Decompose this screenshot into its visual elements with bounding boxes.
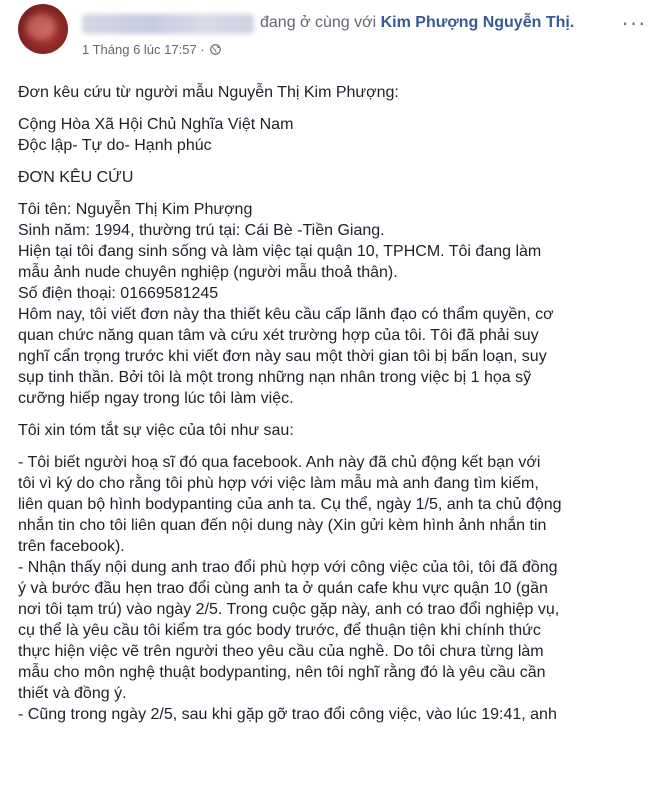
body-line: Tôi tên: Nguyễn Thị Kim Phượng (18, 201, 253, 218)
body-line: Số điện thoại: 01669581245 (18, 285, 219, 302)
post-timestamp[interactable] (82, 42, 221, 57)
header-line (260, 14, 574, 32)
body-line: Hiện tại tôi đang sinh sống và làm việc tại quận 10, TPHCM. Tôi đang làm (18, 243, 542, 260)
timestamp-text[interactable]: 1 Tháng 6 lúc 17:57 · (82, 42, 205, 57)
author-avatar[interactable] (18, 4, 68, 54)
body-line: quan chức năng quan tâm và cứu xét trường hợp của tôi. Tôi đã phải suy (18, 327, 539, 344)
body-line: mẫu cho môn nghệ thuật bodypanting, nên tôi nghĩ rằng đó là yêu cầu cần (18, 664, 546, 681)
body-line: tôi vì ký do cho rằng tôi phù hợp với việc làm mẫu mà anh đang tìm kiếm, (18, 475, 539, 492)
body-line: nhắn tin cho tôi liên quan đến nội dung này (Xin gửi kèm hình ảnh nhắn tin (18, 517, 547, 534)
body-line: - Nhận thấy nội dung anh trao đổi phù hợp với công việc của tôi, tôi đã đồng (18, 559, 558, 576)
body-line: - Tôi biết người hoạ sĩ đó qua facebook. Anh này đã chủ động kết bạn với (18, 454, 541, 471)
globe-icon[interactable] (210, 44, 221, 55)
body-line: Sinh năm: 1994, thường trú tại: Cái Bè -Tiền Giang. (18, 222, 385, 239)
body-line: ý và bước đầu hẹn trao đổi cùng anh ta ở quán cafe khu vực quận 10 (gần (18, 580, 548, 597)
post-header (0, 0, 665, 66)
more-options-icon[interactable]: ··· (621, 10, 647, 35)
body-line: Tôi xin tóm tắt sự việc của tôi như sau: (18, 422, 294, 439)
body-line: sụp tinh thần. Bởi tôi là một trong những nạn nhân trong việc bị 1 họa sỹ (18, 369, 532, 386)
body-line: cụ thể là yêu cầu tôi kiểm tra góc body trước, để thuận tiện khi chính thức (18, 622, 541, 639)
tagged-user-link[interactable]: Kim Phượng Nguyễn Thị. (380, 14, 575, 31)
body-line: cưỡng hiếp ngay trong lúc tôi làm việc. (18, 390, 294, 407)
post-body (18, 82, 658, 725)
body-line: nghĩ cẩn trọng trước khi viết đơn này sau một thời gian tôi bị bấn loạn, suy (18, 348, 547, 365)
body-line: thực hiện việc vẽ trên người theo yêu cầu của nghề. Do tôi chưa từng làm (18, 643, 544, 660)
body-line: liên quan bộ hình bodypanting của anh ta. Cụ thể, ngày 1/5, anh ta chủ động (18, 496, 562, 513)
header-verb: đang ở cùng với (260, 14, 377, 31)
body-line: - Cũng trong ngày 2/5, sau khi gặp gỡ trao đổi công việc, vào lúc 19:41, anh (18, 706, 557, 723)
body-line: Cộng Hòa Xã Hội Chủ Nghĩa Việt Nam (18, 116, 294, 133)
body-line: trên facebook). (18, 538, 125, 555)
body-line: ĐƠN KÊU CỨU (18, 169, 134, 186)
author-name-blurred[interactable] (82, 14, 254, 34)
body-line: nơi tôi tạm trú) vào ngày 2/5. Trong cuộc gặp này, anh có trao đổi nghiệp vụ, (18, 601, 560, 618)
body-line: mẫu ảnh nude chuyên nghiệp (người mẫu thoả thân). (18, 264, 398, 281)
body-line: Độc lập- Tự do- Hạnh phúc (18, 137, 212, 154)
body-line: Đơn kêu cứu từ người mẫu Nguyễn Thị Kim Phượng: (18, 84, 399, 101)
body-line: thiết và đồng ý. (18, 685, 127, 702)
body-line: Hôm nay, tôi viết đơn này tha thiết kêu cầu cấp lãnh đạo có thẩm quyền, cơ (18, 306, 554, 323)
